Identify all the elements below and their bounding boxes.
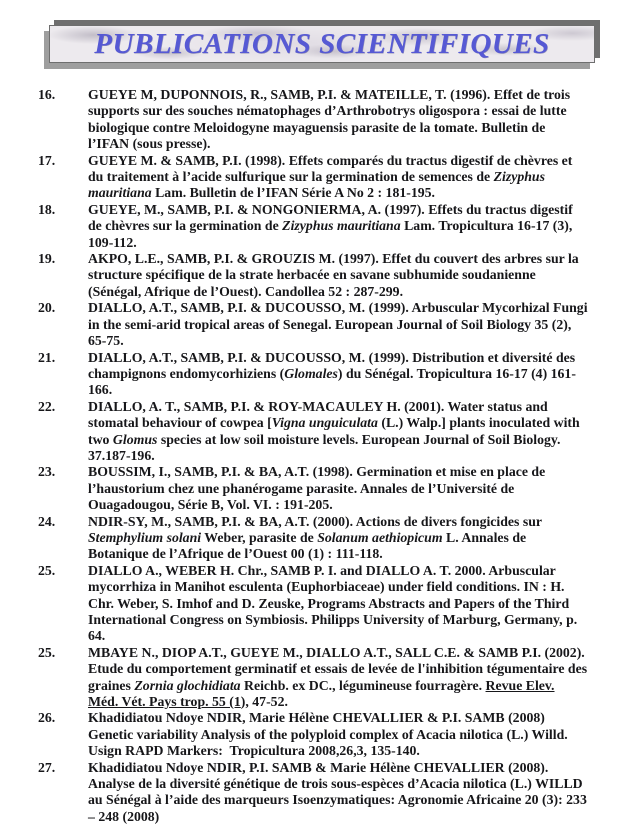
reference-text-segment: DIALLO, A.T., SAMB, P.I. & DUCOUSSO, M. (1999). Distribution et diversité des champignons endomycorhiziens ( [88, 349, 576, 381]
reference-item [38, 202, 591, 251]
publications-list [38, 87, 591, 825]
reference-text [88, 87, 588, 153]
reference-text-segment: Reichb. ex DC., légumineuse fourragère. [240, 677, 486, 693]
page-header-banner [49, 25, 595, 63]
reference-text [88, 645, 588, 711]
reference-text [88, 760, 588, 826]
species-name-italic: Stemphylium solani [88, 529, 202, 545]
journal-title-underlined: Revue Elev. Méd. Vét. Pays trop. 55 (1 [88, 677, 555, 710]
reference-text-segment: MBAYE N., DIOP A.T., GUEYE M., DIALLO A.T., SALL C.E. & SAMB P.I. (2002). Etude du comportement germinatif et essais de levée de l'inhibition tégumentaire des graines [88, 644, 588, 693]
reference-text-segment: GUEYE, M., SAMB, P.I. & NONGONIERMA, A. (1997). Effets du tractus digestif de chèvres sur la germination de [88, 201, 573, 234]
species-name-italic: Glomales [284, 365, 338, 381]
species-name-italic: Solanum aethiopicum [317, 529, 443, 545]
reference-number: 20. [38, 300, 56, 316]
species-name-italic: Vigna unguiculata [271, 415, 378, 431]
reference-item [38, 710, 591, 759]
reference-text-segment: ) du Sénégal. Tropicultura 16-17 (4) 161-166. [88, 365, 576, 398]
reference-text-segment: Lam. Bulletin de l’IFAN Série A No 2 : 181-195. [151, 185, 435, 201]
species-name-italic: Zornia glochidiata [134, 677, 241, 693]
reference-text-segment: BOUSSIM, I., SAMB, P.I. & BA, A.T. (1998). Germination et mise en place de l’haustorium chez une phanérogame parasite. Annales de l’Université de Ouagadougou, Série B, Vol. VI. : 191-205. [88, 464, 546, 513]
reference-number: 16. [38, 87, 56, 102]
reference-text [88, 350, 588, 399]
reference-number: 25. [38, 562, 56, 578]
reference-number: 25. [38, 644, 56, 660]
reference-text-segment: NDIR-SY, M., SAMB, P.I. & BA, A.T. (2000). Actions de divers fongicides sur [88, 513, 542, 529]
species-name-italic: Zizyphus mauritiana [282, 218, 401, 234]
reference-text-segment: Lam. Tropicultura 16-17 (3), 109-112. [88, 218, 573, 250]
reference-text [88, 202, 588, 251]
reference-number: 23. [38, 464, 56, 480]
reference-text-segment: DIALLO A., WEBER H. Chr., SAMB P. I. and DIALLO A. T. 2000. Arbuscular mycorrhiza in Manihot esculenta (Euphorbiaceae) under field conditions. IN : H. Chr. Weber, S. Imhof and D. Zeuske, Programs Abstracts and Papers of the Third International Congress on Symbiosis. Philipps University of Marburg, Germany, p. 64. [88, 562, 578, 644]
reference-item [38, 153, 591, 202]
reference-text-segment: (L.) Walp.] plants inoculated with two [88, 415, 580, 447]
reference-item [38, 399, 591, 465]
reference-item [38, 300, 591, 349]
reference-number: 26. [38, 710, 56, 726]
reference-item [38, 464, 591, 513]
reference-number: 24. [38, 513, 56, 529]
reference-text-segment: GUEYE M. & SAMB, P.I. (1998). Effets comparés du tractus digestif de chèvres et du traitement à l’acide sulfurique sur la germination de semences de [88, 152, 573, 185]
species-name-italic: Glomus [112, 431, 158, 447]
reference-text-segment: Weber, parasite de [201, 529, 318, 545]
reference-text-segment: Khadidiatou Ndoye NDIR, Marie Hélène CHEVALLIER & P.I. SAMB (2008) Genetic variability Analysis of the polyploid complex of Acacia nilotica (L.) Willd. Usign RAPD Markers: Tropicultura 2008,26,3, 135-140. [88, 710, 568, 759]
reference-text [88, 300, 588, 349]
reference-item [38, 251, 591, 300]
reference-number: 27. [38, 759, 56, 775]
reference-text [88, 563, 588, 645]
reference-text [88, 514, 588, 563]
reference-item [38, 514, 591, 563]
reference-text-segment: DIALLO, A. T., SAMB, P.I. & ROY-MACAULEY H. (2001). Water status and stomatal behaviour of cowpea [ [88, 398, 548, 431]
reference-number: 18. [38, 201, 56, 217]
reference-text [88, 464, 588, 513]
reference-number: 19. [38, 251, 56, 267]
reference-item [38, 760, 591, 826]
reference-item [38, 350, 591, 399]
reference-text-segment: DIALLO, A.T., SAMB, P.I. & DUCOUSSO, M. (1999). Arbuscular Mycorhizal Fungi in the semi-arid tropical areas of Senegal. European Journal of Soil Biology 35 (2), 65-75. [88, 300, 588, 349]
reference-item [38, 563, 591, 645]
reference-text [88, 399, 588, 465]
reference-text-segment: Khadidiatou Ndoye NDIR, P.I. SAMB & Marie Hélène CHEVALLIER (2008). Analyse de la diversité génétique de trois sous-espèces d’Acacia nilotica (L.) WILLD au Sénégal à l’aide des marqueurs Isoenzymatiques: Agronomie Africaine 20 (3): 233 – 248 (2008) [88, 759, 587, 824]
reference-item [38, 87, 591, 153]
page-title: PUBLICATIONS SCIENTIFIQUES [94, 27, 550, 60]
reference-number: 17. [38, 152, 56, 168]
reference-item [38, 645, 591, 711]
reference-text-segment: AKPO, L.E., SAMB, P.I. & GROUZIS M. (1997). Effet du couvert des arbres sur la structure spécifique de la strate herbacée en savane subhumide soudanienne (Sénégal, Afrique de l’Ouest). Candollea 52 : 287-299. [88, 251, 579, 299]
reference-text-segment: species at low soil moisture levels. European Journal of Soil Biology. 37.187-196. [88, 431, 561, 463]
reference-text [88, 153, 588, 202]
reference-text [88, 251, 588, 300]
reference-text-segment: ), 47-52. [240, 694, 288, 710]
reference-number: 22. [38, 398, 56, 414]
species-name-italic: Zizyphus mauritiana [88, 169, 545, 201]
reference-number: 21. [38, 349, 56, 365]
reference-text-segment: L. Annales de Botanique de l’Afrique de l’Ouest 00 (1) : 111-118. [88, 529, 527, 562]
reference-text-segment: GUEYE M, DUPONNOIS, R., SAMB, P.I. & MATEILLE, T. (1996). Effet de trois supports sur des souches nématophages d’Arthrobotrys oligospora : essai de lutte biologique contre Meloidogyne mayaguensis parasite de la tomate. Bulletin de l’IFAN (sous presse). [88, 87, 571, 152]
reference-text [88, 710, 588, 759]
